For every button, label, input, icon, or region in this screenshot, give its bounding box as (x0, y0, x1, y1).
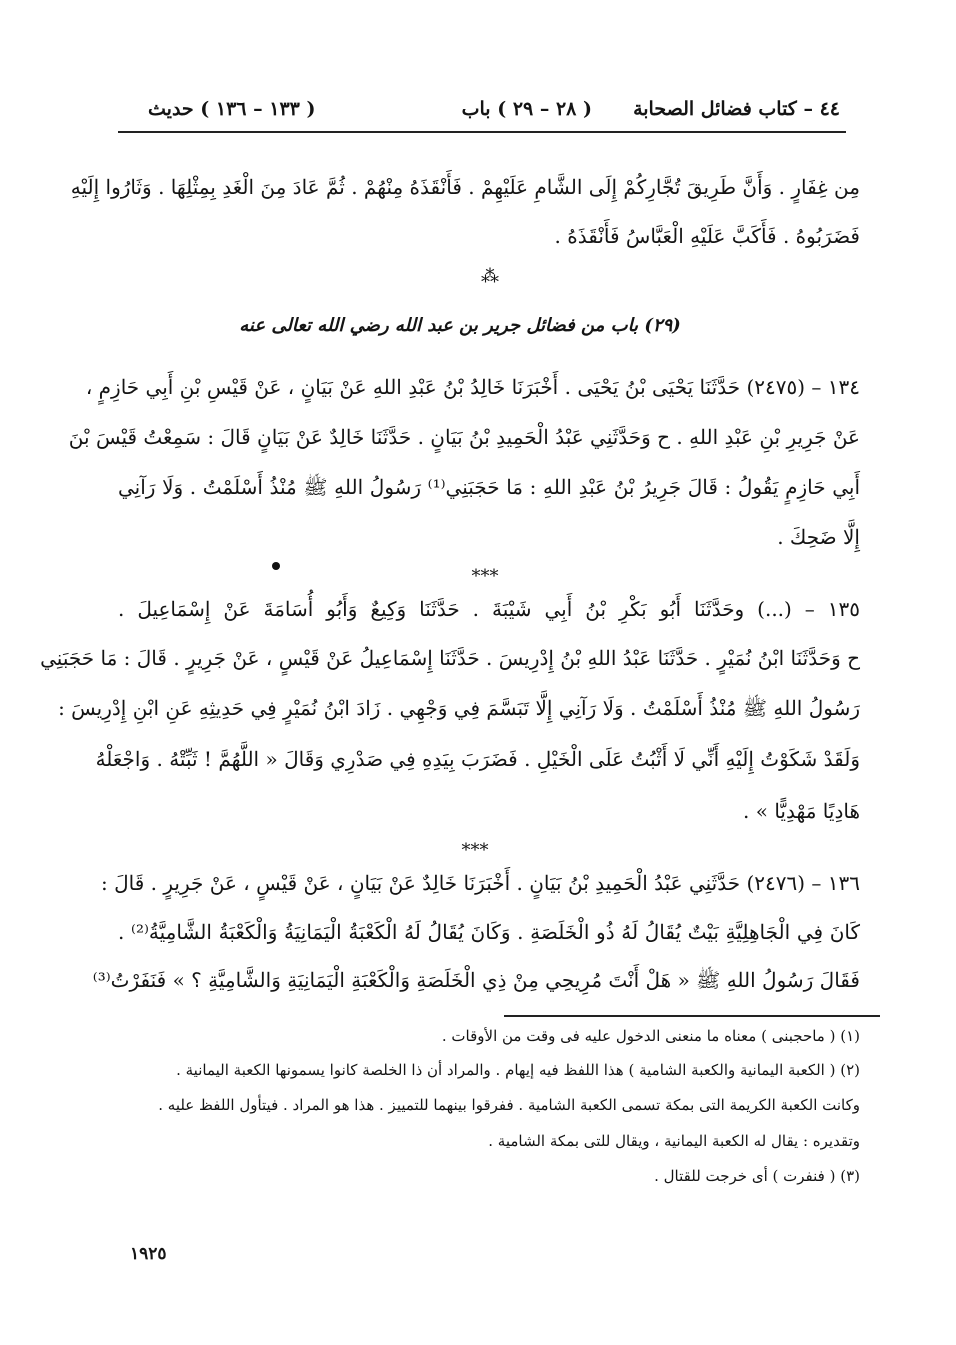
running-header (118, 98, 840, 132)
hadith-134-line: أَبِي حَازِمٍ يَقُولُ : قَالَ جَرِيرُ بْنُ عَبْدِ اللهِ : مَا حَجَبَنِي⁽¹⁾ رَسُولُ اللهِ ﷺ مُنْذُ أَسْلَمْتُ . وَلَا رَآنِي (118, 475, 860, 499)
hadith-135-line: ح وَحَدَّثَنَا ابْنُ نُمَيْرٍ . حَدَّثَنَا عَبْدُ اللهِ بْنُ إِدْرِيسَ . حَدَّثَنَا إِسْمَاعِيلُ عَنْ قَيْسٍ ، عَنْ جَرِيرٍ . قَالَ : مَا حَجَبَنِي (40, 646, 860, 670)
hadith-134-line: ١٣٤ – (٢٤٧٥) حَدَّثَنَا يَحْيَى بْنُ يَحْيَى . أَخْبَرَنَا خَالِدُ بْنُ عَبْدِ اللهِ عَنْ بَيَانٍ ، عَنْ قَيْسِ بْنِ أَبِي حَازِمٍ ، (85, 375, 860, 399)
page-number: ١٩٢٥ (130, 1244, 167, 1264)
section-ornament: ⁂ (481, 266, 499, 287)
hadith-135-line: ١٣٥ – (...) وحَدَّثَنَا أَبُو بَكْرِ بْنُ أَبِي شَيْبَةَ . حَدَّثَنَا وَكِيعٌ وَأَبُو أُسَامَةَ عَنْ إِسْمَاعِيلَ . (118, 597, 860, 621)
chapter-title: (٢٩) باب من فضائل جرير بن عبد الله رضي الله تعالى عنه (239, 315, 681, 336)
footnote: وكانت الكعبة الكريمة التى بمكة تسمى الكعبة الشامية . ففرقوا بينهما للتمييز . هذا هو المراد . فيتأول اللفظ عليه . (158, 1096, 860, 1114)
hadith-134-line: عَنْ جَرِيرِ بْنِ عَبْدِ اللهِ . ح وَحَدَّثَنِي عَبْدُ الْحَمِيدِ بْنُ بَيَانٍ . حَدَّثَنَا خَالِدٌ عَنْ بَيَانٍ قَالَ : سَمِعْتُ قَيْسَ بْنَ (68, 425, 860, 449)
hadith-135-line: وَلَقَدْ شَكَوْتُ إِلَيْهِ أَنِّي لَا أَثْبُتُ عَلَى الْخَيْلِ . فَضَرَبَ بِيَدِهِ فِي صَدْرِي وَقَالَ « اللَّهُمَّ ! ثَبِّتْهُ . وَاجْعَلْهُ (95, 747, 860, 771)
header-divider (118, 131, 846, 133)
footnote-divider (504, 1015, 880, 1017)
footnote: (٢) ( الكعبة اليمانية والكعبة الشامية ) هذا اللفظ فيه إيهام . والمراد أن ذا الخلصة كانوا يسمونها الكعبة اليمانية . (176, 1061, 860, 1079)
footnote: (٣) ( فنفرت ) أى خرجت للقتال . (654, 1167, 860, 1185)
hadith-136-line: ١٣٦ – (٢٤٧٦) حَدَّثَنِي عَبْدُ الْحَمِيدِ بْنُ بَيَانٍ . أَخْبَرَنَا خَالِدٌ عَنْ بَيَانٍ ، عَنْ قَيْسٍ ، عَنْ جَرِيرٍ . قَالَ : (101, 871, 860, 895)
footnote: وتقديره : يقال له الكعبة اليمانية ، ويقال للتى بمكة الشامية . (488, 1132, 860, 1150)
hadith-134-line: إِلَّا ضَحِكَ . (777, 525, 860, 549)
section-ornament: *** (461, 840, 489, 861)
hadith-136-line: كَانَ فِي الْجَاهِلِيَّةِ بَيْتٌ يُقَالُ لَهُ ذُو الْخَلَصَةِ . وَكَانَ يُقَالُ لَهُ الْكَعْبَةُ الْيَمَانِيَةُ وَالْكَعْبَةُ الشَّامِيَّةُ⁽²⁾ . (118, 920, 860, 944)
header-chapter-range: ( ٢٨ – ٢٩ ) باب (461, 98, 592, 120)
section-ornament: *** (471, 566, 499, 587)
ink-dot (272, 562, 280, 570)
header-hadith-range: ( ١٣٣ – ١٣٦ ) حديث (148, 98, 316, 120)
text-line: فَضَرَبُوهُ . فَأَكَبَّ عَلَيْهِ الْعَبَّاسُ فَأَنْقَذَهُ . (554, 224, 860, 248)
footnote: (١) ( ماحجبنى ) معناه ما منعنى الدخول عليه فى وقت من الأوقات . (441, 1027, 860, 1045)
hadith-136-line: فَقَالَ رَسُولُ اللهِ ﷺ « هَلْ أَنْتَ مُرِيحِي مِنْ ذِي الْخَلَصَةِ وَالْكَعْبَةِ الْيَمَانِيَةِ وَالشَّامِيَّةِ ؟ » فَنَفَرْتُ⁽³⁾ (92, 968, 860, 992)
text-line: مِن غِفَارٍ . وَأَنَّ طَرِيقَ تُجَّارِكُمْ إِلَى الشَّامِ عَلَيْهِمْ . فَأَنْقَذَهُ مِنْهُمْ . ثُمَّ عَادَ مِنَ الْغَدِ بِمِثْلِهَا . وَثَارُوا إِلَيْهِ (70, 175, 860, 199)
hadith-135-line: هَادِيًا مَهْدِيًّا » . (743, 799, 860, 823)
header-book-title: ٤٤ – كتاب فضائل الصحابة (633, 98, 840, 120)
hadith-135-line: رَسُولُ اللهِ ﷺ مُنْذُ أَسْلَمْتُ . وَلَا رَآنِي إِلَّا تَبَسَّمَ فِي وَجْهِي . زَادَ ابْنُ نُمَيْرٍ فِي حَدِيثِهِ عَنِ ابْنِ إِدْرِيسَ : (58, 696, 860, 720)
